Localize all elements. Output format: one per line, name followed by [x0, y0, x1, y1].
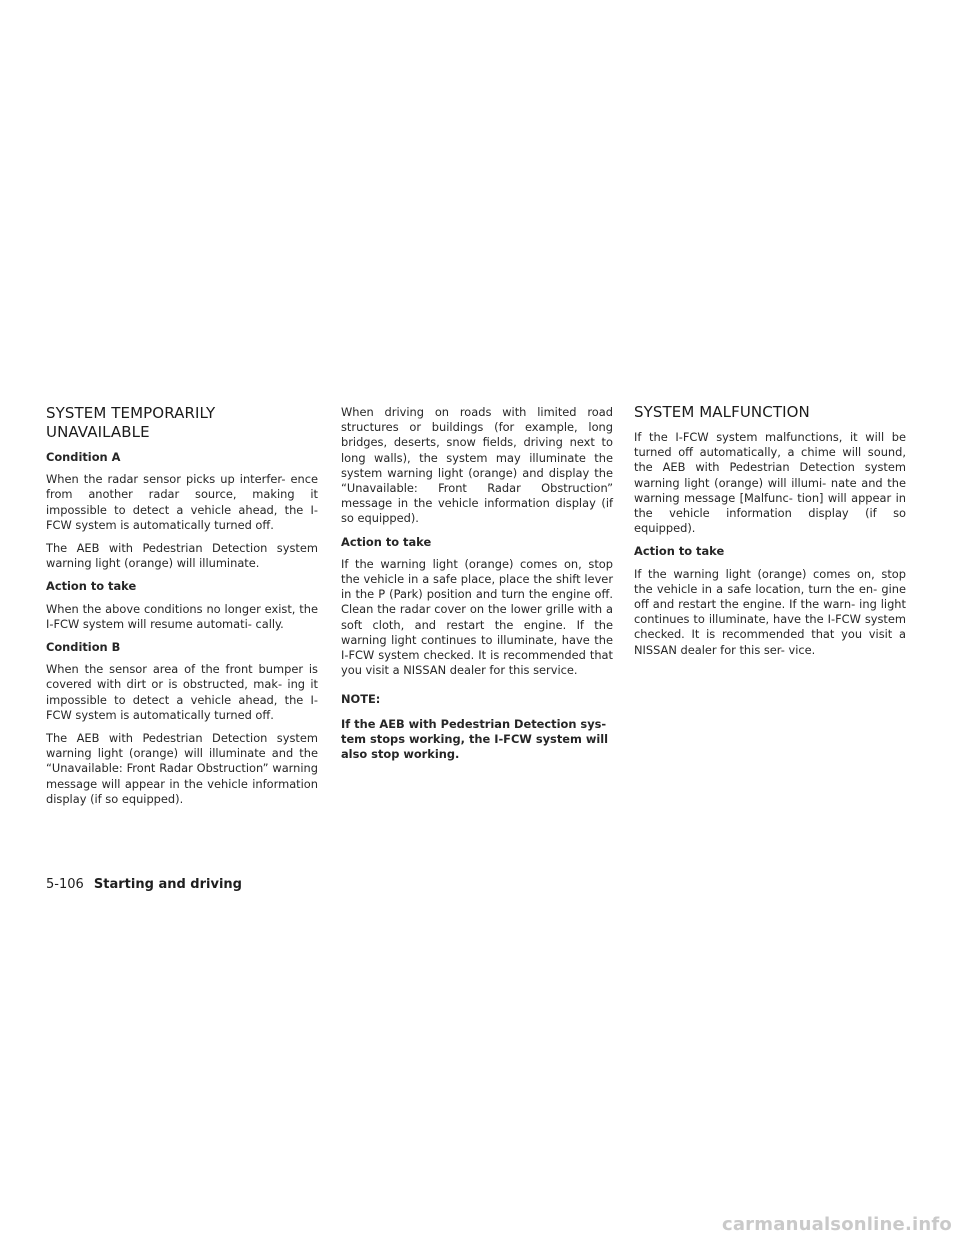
- note-label: NOTE:: [341, 692, 381, 707]
- action-to-take-label: Action to take: [634, 544, 725, 559]
- column-right: [634, 403, 906, 666]
- action-a-paragraph: When the above conditions no longer exist, the I-FCW system will resume automati- cally.: [46, 601, 318, 631]
- watermark: carmanualsonline.info: [721, 1214, 952, 1235]
- section-heading-system-malfunction: SYSTEM MALFUNCTION: [634, 403, 810, 421]
- condition-a-label: Condition A: [46, 450, 121, 464]
- malfunction-paragraph: If the I-FCW system malfunctions, it will be turned off automatically, a chime will sound, the AEB with Pedestrian Detection system warning light (orange) will illumi- nate and the warning message [Malfunc- tion] will appear in the vehicle information display (if so equipped).: [634, 430, 906, 536]
- condition-a-paragraph: When the radar sensor picks up interfer- ence from another radar source, making it impossible to detect a vehicle ahead, the I-FCW system is automatically turned off.: [46, 472, 318, 532]
- note-paragraph: If the AEB with Pedestrian Detection sys- tem stops working, the I-FCW system will also stop working.: [341, 716, 609, 762]
- column-middle: [341, 405, 613, 770]
- heading-line-1: SYSTEM TEMPORARILY: [46, 404, 216, 422]
- column-left: [46, 404, 318, 815]
- roads-paragraph: When driving on roads with limited road structures or buildings (for example, long bridges, deserts, snow fields, driving next to long walls), the system may illuminate the system warning light (orange) and display the “Unavailable: Front Radar Obstruction” message in the vehicle information display (if so equipped).: [341, 405, 613, 526]
- page-number: 5-106: [46, 877, 84, 892]
- condition-b-label: Condition B: [46, 640, 121, 655]
- action-to-take-label: Action to take: [341, 534, 432, 549]
- chapter-title: Starting and driving: [93, 877, 242, 892]
- action-b-paragraph: If the warning light (orange) comes on, stop the vehicle in a safe place, place the shift lever in the P (Park) position and turn the engine off. Clean the radar cover on the lower grille with a soft cloth, and restart the engine. If the warning light continues to illuminate, have the I-FCW system checked. It is recommended that you visit a NISSAN dealer for this service.: [341, 556, 613, 678]
- action-to-take-label: Action to take: [46, 579, 137, 594]
- section-heading-system-temporarily-unavailable: [46, 404, 318, 442]
- heading-line-2: UNAVAILABLE: [46, 423, 150, 441]
- page-footer: [46, 876, 242, 893]
- action-malfunction-paragraph: If the warning light (orange) comes on, stop the vehicle in a safe location, turn the en- gine off and restart the engine. If the warn- ing light continues to illuminate, have the I-FCW system checked. It is recommended that you visit a NISSAN dealer for this ser- vice.: [634, 566, 906, 657]
- condition-a-light-paragraph: The AEB with Pedestrian Detection system warning light (orange) will illuminate.: [46, 541, 318, 571]
- condition-b-light-paragraph: The AEB with Pedestrian Detection system warning light (orange) will illuminate and the “Unavailable: Front Radar Obstruction” warning message will appear in the vehicle information display (if so equipped).: [46, 731, 318, 806]
- condition-b-paragraph: When the sensor area of the front bumper is covered with dirt or is obstructed, mak- ing it impossible to detect a vehicle ahead, the I-FCW system is automatically turned off.: [46, 662, 318, 722]
